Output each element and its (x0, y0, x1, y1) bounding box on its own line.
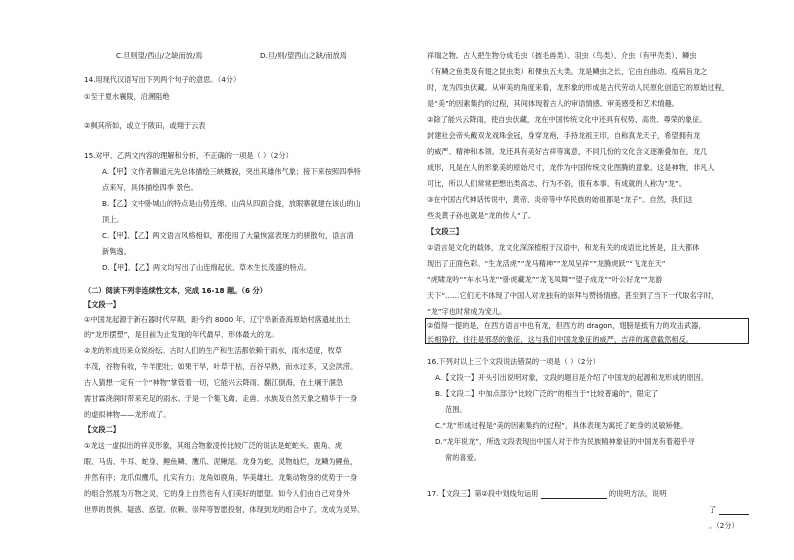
doc2-p1-line7: （有鳞之鱼类及有翅之昆虫类）和倮虫五大类。龙是鳞虫之长，它由自曲动、疫病旨龙之 (427, 67, 708, 76)
doc2-p1-line1: ①龙这一虚拟出的祥灵形象，其组合物象凌传比较广泛的说法是蛇蛇头、鹿角、虎 (84, 441, 343, 450)
doc2-p1-line9: 是“美”的因素集约的过程，其间体现着古人的审语情感、审美感受和艺术情趣。 (427, 99, 679, 108)
q16-option-b-line1: B.【文段二】中加点部分“比较广泛的”的相当于“比较普遍的”，限定了 (435, 389, 659, 398)
doc2-p2-line1: ②除了能兴云降雨，使自虫伏藏，龙在中国传统文化中还具有权势、高贵、尊荣的象征。 (427, 115, 707, 124)
q17-answer-blank-2[interactable] (719, 507, 749, 515)
q15-option-a-line2: 点来写，具体描绘四季 景色。 (102, 183, 198, 192)
q16-option-d-line2: 常的喜爱。 (445, 453, 481, 462)
q16-option-b-line2: 范围。 (445, 405, 467, 414)
q15-option-b-line1: B.【乙】文中卧城山的特点是山势连绵、山尚从四面合拢，放眼寨就建在该山的山 (102, 199, 361, 208)
doc3-label: 【文段三】 (427, 227, 463, 236)
q14-stem: 14.用现代汉语写出下列两个句子的意思。（4分） (84, 75, 241, 84)
q16-stem: 16.下列对以上三个文段说法错误的一项是（ ）（2分） (427, 357, 600, 366)
q14-sentence-1: ①至于夏水襄陵，沿溯阻绝 (84, 92, 170, 101)
q15-option-d: D.【甲】、【乙】两文均写出了山连绵起伏、草木生长茂盛的特点。 (102, 263, 312, 272)
doc2-p2-line3: 的威严、精神和本领。龙还具有美好吉祥等寓意，不同几份的文化含义逐渐叠加在，龙几 (427, 147, 708, 156)
doc2-p1-line4: 的组合然展为万物之灵，它的身上自然也有人们美好的愿望。如今人们由自己对身外 (84, 489, 350, 498)
doc3-p1-line2: 现出了正面色彩。“生龙活虎”“龙马精神”“龙凤呈祥”“龙腾虎跃”“飞龙在天” (427, 259, 666, 268)
doc2-p1-line3: 并然有序；龙爪似鹰爪，扎实有力；龙角如鹿角，华美雄壮。龙集动物身的优势于一身 (84, 473, 358, 482)
doc2-p1-line6: 祥瑞之物。古人把生物分成毛虫（披毛兽类）、羽虫（鸟类）、介虫（有甲壳类）、鳞虫 (427, 51, 697, 60)
doc3-p1-line1: ①语言是文化的载体，龙文化深深植根于汉语中，和龙有关的成语比比皆是，且大都体 (427, 243, 700, 252)
doc3-p1-line4: 天下”……它们无不体现了中国人对龙独有的崇拜与赞扬情感。甚至到了当下一代取名字时， (427, 291, 719, 300)
doc2-p1-line5: 世界的畏惧、疑惑、惑望、依赖、崇拜等智愿投射，体现到龙的组合中了。龙成为灵异、 (84, 505, 365, 514)
q15-option-a-line1: A.【甲】文作者聊道元先总体描绘三峡概貌，突出其雄伟气象；接下来按照四季特 (102, 167, 361, 176)
doc3-p2-line2: 长相狰狞，往往是邪恶的象征，这与我们中国龙象征的威严、吉祥的寓意截然相反。 (427, 335, 693, 344)
section-2-title: （二）阅读下列非连续性文本，完成 16-18 题。（6 分） (84, 286, 267, 295)
q17-line1 (427, 490, 666, 499)
doc3-p2-line1: ②值得一提的是，在西方语言中也有龙，但西方的 dragon，翅膀是抵有力的攻击武器， (427, 321, 706, 330)
q16-option-c: C.“龙”形成过程是“美的因素集约的过程”，具体表现为寓托了蛇身的灵敏矫健。 (435, 421, 688, 430)
doc1-p2-line2: 丰茂，谷物有收，牛羊肥壮；如果干旱，叶草干枯，百谷早熟，而水过多，又会洪涝。 (84, 362, 358, 371)
doc1-p1-line2: 的“龙形摆塑”，是目前为止发现的年代最早、形体最大的龙。 (84, 330, 279, 339)
doc2-p1-line8: 时，龙为四虫伏藏。从审美的角度来看，龙形象的形成是古代劳动人民原化创造它的原始过程， (427, 83, 729, 92)
doc3-p1-line3: “虎啸龙吟”“车水马龙”“卧虎藏龙”“龙飞凤舞”“望子成龙”“叶公好龙”“龙游 (427, 275, 663, 284)
q15-option-b-line2: 顶上。 (102, 215, 124, 224)
q17-prefix: 17.【文段三】第②段中划线句运用 (427, 489, 539, 498)
q15-stem: 15.对甲、乙两文内容的理解和分析，不正确的一项是（ ）（2分） (84, 151, 293, 160)
doc2-p3-line2: 些炎黄子孙也就是“龙的传人”了。 (427, 211, 536, 220)
doc1-label: 【文段一】 (84, 300, 120, 309)
doc1-p2-line3: 古人猜想一定有一个“神物”掌管着一切，它能兴云降雨、翻江倒海，在土壤干涸急 (84, 378, 344, 387)
q13-option-d: D.旦/则/望西山之缺/而放焉 (260, 51, 347, 60)
doc1-p2-line1: ②龙的形成历来众说纷纭。古时人们的生产和生活都依赖于雨水，雨水适度，牧草 (84, 346, 343, 355)
q17-line2 (709, 506, 749, 515)
q17-score: 。（2分） (709, 521, 739, 530)
doc2-p2-line5: 可比，所以人们常常把想出类高志、行为不俗，很有本事、有成就的人称为“龙”。 (427, 179, 687, 188)
doc2-p2-line2: 封建社会帝头戴双龙戏珠金冠，身穿龙袍，手持龙祖王印，自称真龙天子，希望拥有龙 (427, 131, 701, 140)
q13-option-c: C.旦则望/西山/之缺而放/焉 (116, 51, 203, 60)
doc2-label: 【文段二】 (84, 425, 120, 434)
doc2-p1-line2: 眼、马齿、牛耳、蛇身、鲤鱼鳞、鹰爪、泥鳅尾。龙身为蛇，灵物灿烂，龙鳞为鲤鱼， (84, 457, 358, 466)
q16-option-a: A.【文段一】开头引出说明对象，文段的题目是介绍了中国龙的起源和龙形成的原因。 (435, 373, 709, 382)
doc2-p3-line1: ③在中国古代神话传说中，黄帝、炎帝等中华民族的始祖都是“龙子”。自然，我们这 (427, 195, 693, 204)
doc1-p1-line1: ①中国龙起源于新石器时代早期，距今约 8000 年。辽宁阜新查海原始村落遗址出土 (84, 315, 351, 324)
q17-answer-blank-1[interactable] (541, 491, 607, 499)
q17-middle: 的说明方法，说明 (608, 489, 667, 498)
q16-option-d-line1: D.“龙年说龙”，所选文段表现出中国人对于作为民族精神象征的中国龙有着超乎寻 (435, 437, 695, 446)
doc1-p2-line5: 的虚拟神物——龙形成了。 (84, 410, 171, 419)
doc1-p2-line4: 需甘霖浇润时带来充足的雨水。于是一个集飞禽、走兽、水族及自然天象之精华于一身 (84, 394, 358, 403)
doc2-p2-line4: 成形，凡是在人的形象美的原始尺寸，龙作为中国传统文化图腾的意象。这是神物，非凡人 (427, 163, 715, 172)
q15-option-c-line1: C.【甲】、【乙】两文语言风格相似，都使用了大量恢富表现力的骈散句，语言清 (102, 231, 354, 240)
q14-sentence-2: ②枫其所如，或立于陂田，或翔于云表 (84, 121, 206, 130)
q17-suffix: 了 (709, 505, 717, 514)
q15-option-c-line2: 新隽逸。 (102, 247, 131, 256)
doc3-p1-line5: “龙”字也时常成为宠儿。 (427, 307, 507, 316)
